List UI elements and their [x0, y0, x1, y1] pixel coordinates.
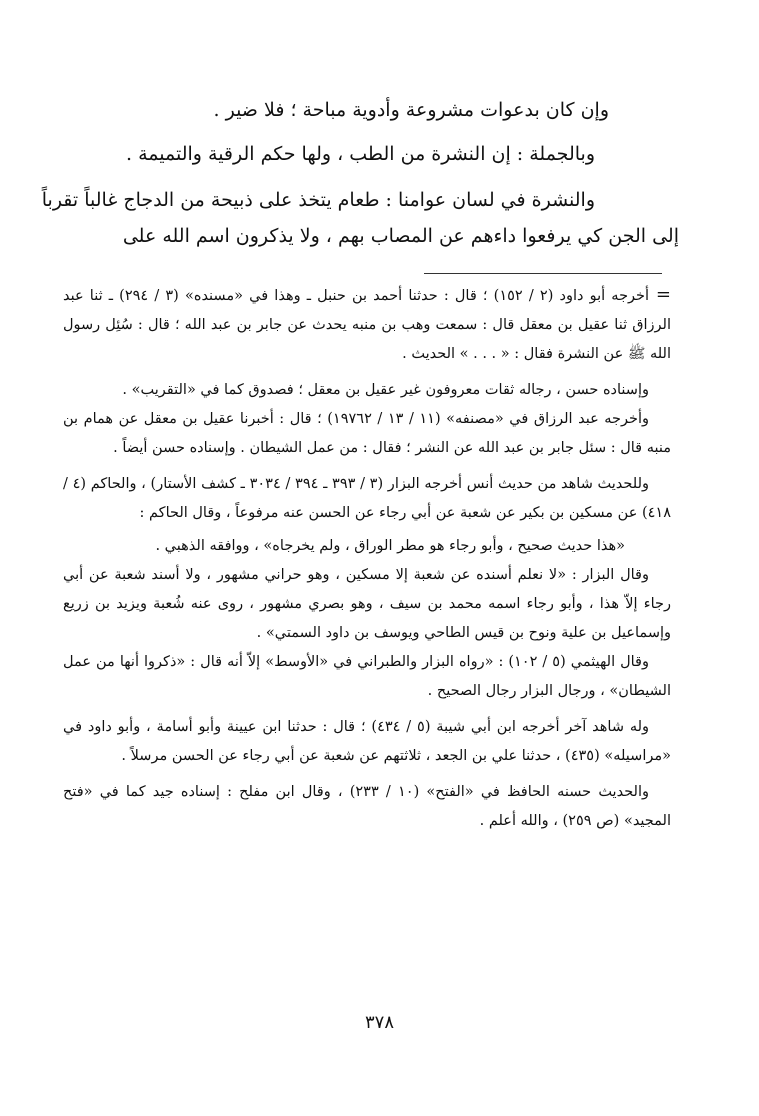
main-line-4: إلى الجن كي يرفعوا داءهم عن المصاب بهم ، ولا يذكرون اسم الله على [122, 225, 679, 247]
main-line-1: وإن كان بدعوات مشروعة وأدوية مباحة ؛ فلا ضير . [213, 99, 609, 121]
main-text [41, 92, 679, 254]
continuation-mark: = [655, 284, 671, 305]
footnote-separator [424, 273, 662, 274]
footnote-quote: «هذا حديث صحيح ، وأبو رجاء هو مطر الوراق ، ولم يخرجاه» ، ووافقه الذهبي . [155, 538, 625, 554]
footnote-paragraph: وقال الهيثمي (٥ / ١٠٢) : «رواه البزار والطبراني في «الأوسط» إلاّ أنه قال : «ذكروا أنها من عمل الشيطان» ، ورجال البزار رجال الصحيح . [63, 654, 671, 699]
page-number: ٣٧٨ [364, 1012, 394, 1033]
footnote-paragraph: وللحديث شاهد من حديث أنس أخرجه البزار (٣ / ٣٩٣ ـ ٣٩٤ / ٣٠٣٤ ـ كشف الأستار) ، والحاكم (٤ / ٤١٨) عن مسكين بن بكير عن شعبة عن أبي رجاء عن الحسن عنه مرفوعاً ، وقال الحاكم : [63, 476, 671, 521]
footnote-paragraph: وأخرجه عبد الرزاق في «مصنفه» (١١ / ١٣ / ١٩٧٦٢) ؛ قال : أخبرنا عقيل بن معقل عن همام بن منبه قال : سئل جابر بن عبد الله عن النشر ؛ فقال : من عمل الشيطان . وإسناده حسن أيضاً . [63, 411, 671, 456]
footnote-paragraph: أخرجه أبو داود (٢ / ١٥٢) ؛ قال : حدثنا أحمد بن حنبل ـ وهذا في «مسنده» (٣ / ٢٩٤) ـ ثنا عبد الرزاق ثنا عقيل بن معقل قال : سمعت وهب بن منبه يحدث عن جابر بن عبد الله ؛ قال : سُئِل رسول الله ﷺ عن النشرة فقال : « . . . » الحديث . [63, 288, 671, 362]
footnote-paragraph: والحديث حسنه الحافظ في «الفتح» (١٠ / ٢٣٣) ، وقال ابن مفلح : إسناده جيد كما في «فتح المجيد» (ص ٢٥٩) ، والله أعلم . [63, 784, 671, 829]
main-line-2: وبالجملة : إن النشرة من الطب ، ولها حكم الرقية والتميمة . [126, 143, 595, 165]
footnotes [63, 282, 671, 836]
footnote-paragraph: وإسناده حسن ، رجاله ثقات معروفون غير عقيل بن معقل ؛ فصدوق كما في «التقريب» . [122, 382, 649, 398]
footnote-paragraph: وقال البزار : «لا نعلم أسنده عن شعبة إلا مسكين ، وهو حراني مشهور ، ولا أسند شعبة عن أبي رجاء إلاّ هذا ، وأبو رجاء اسمه محمد بن سيف ، وهو بصري مشهور ، روى عنه شُعبة ويزيد بن زريع وإسماعيل بن علية ونوح بن قيس الطاحي ويوسف بن داود السمتي» . [63, 567, 671, 641]
main-line-3: والنشرة في لسان عوامنا : طعام يتخذ على ذبيحة من الدجاج غالباً تقرباً [41, 189, 595, 211]
footnote-paragraph: وله شاهد آخر أخرجه ابن أبي شيبة (٥ / ٤٣٤) ؛ قال : حدثنا ابن عيينة وأبو أسامة ، وأبو داود في «مراسيله» (٤٣٥) ، حدثنا علي بن الجعد ، ثلاثتهم عن شعبة عن أبي رجاء عن الحسن مرسلاً . [63, 719, 671, 764]
